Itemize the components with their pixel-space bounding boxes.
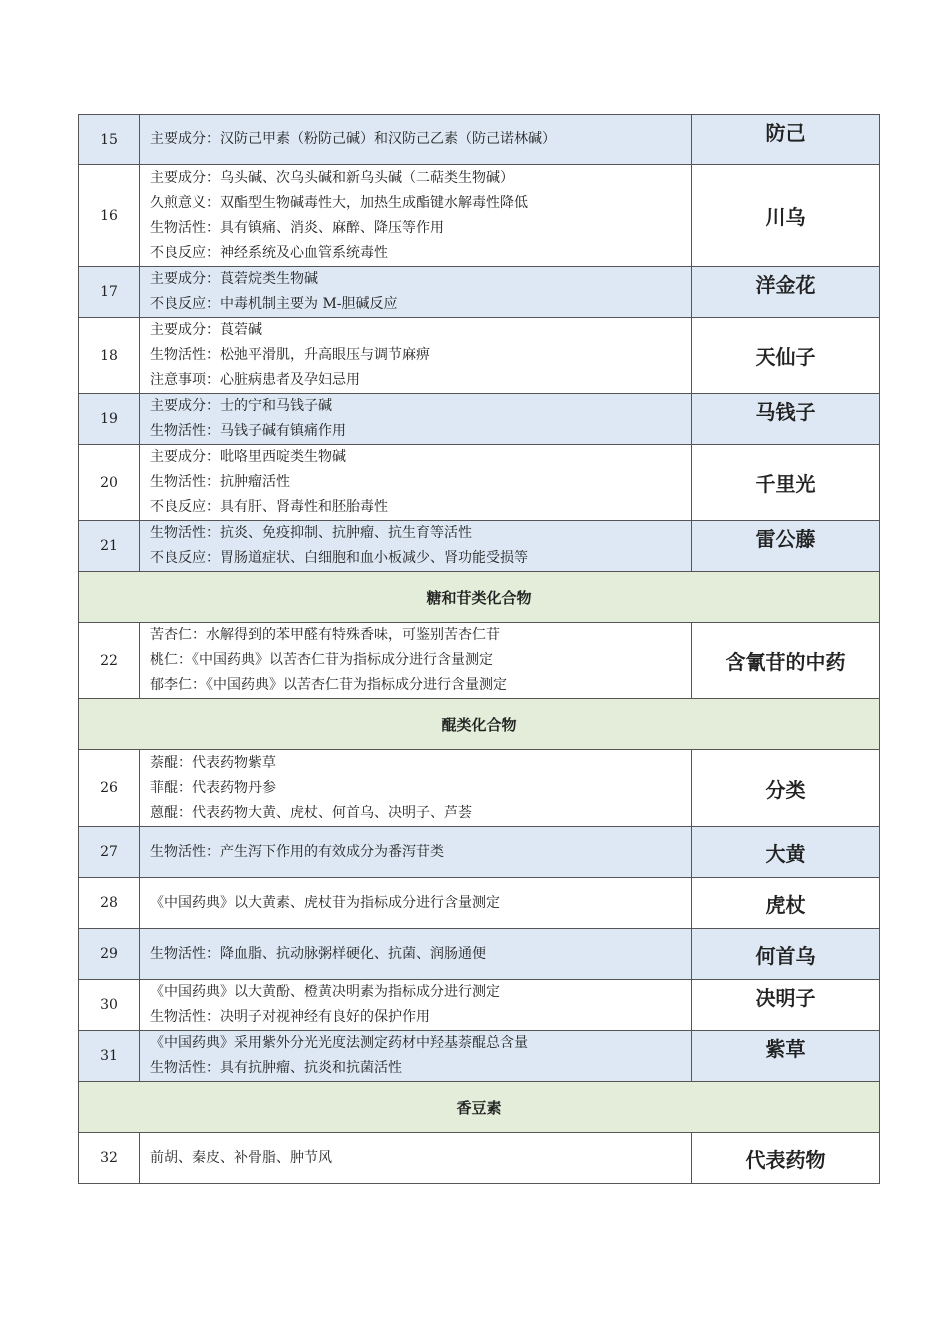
description-line: 郁李仁：《中国药典》以苦杏仁苷为指标成分进行含量测定: [150, 677, 507, 693]
description-line: 久煎意义：双酯型生物碱毒性大，加热生成酯键水解毒性降低: [150, 194, 528, 211]
row-number: 19: [79, 394, 140, 445]
description-line: 主要成分：吡咯里西啶类生物碱: [150, 449, 346, 465]
description-line: 生物活性：抗炎、免疫抑制、抗肿瘤、抗生育等活性: [150, 525, 472, 541]
row-number: 22: [79, 623, 140, 699]
row-description: [140, 1133, 692, 1184]
description-line: 主要成分：汉防己甲素（粉防己碱）和汉防己乙素（防己诺林碱）: [150, 131, 556, 147]
description-line: 生物活性：具有抗肿瘤、抗炎和抗菌活性: [150, 1060, 402, 1076]
herb-name: 大黄: [692, 827, 880, 878]
description-line: 菲醌：代表药物丹参: [150, 779, 276, 796]
description-line: 生物活性：产生泻下作用的有效成分为番泻苷类: [150, 843, 444, 860]
herb-name: 含氰苷的中药: [692, 623, 880, 699]
description-line: 苦杏仁：水解得到的苯甲醛有特殊香味，可鉴别苦杏仁苷: [150, 627, 500, 643]
row-number: 30: [79, 980, 140, 1031]
row-number: 20: [79, 445, 140, 521]
section-title: 醌类化合物: [79, 699, 880, 750]
table-row: [79, 750, 880, 827]
row-description: [140, 318, 692, 394]
table-row: [79, 827, 880, 878]
row-number: 27: [79, 827, 140, 878]
description-line: 注意事项：心脏病患者及孕妇忌用: [150, 372, 360, 388]
table-row: [79, 878, 880, 929]
herb-table: [78, 114, 880, 1184]
table-row: [79, 267, 880, 318]
herb-name: 川乌: [692, 165, 880, 267]
row-description: [140, 878, 692, 929]
section-title: 糖和苷类化合物: [79, 572, 880, 623]
description-line: 主要成分：莨菪烷类生物碱: [150, 271, 318, 287]
herb-name: 千里光: [692, 445, 880, 521]
row-number: 15: [79, 115, 140, 165]
row-number: 31: [79, 1031, 140, 1082]
description-line: 《中国药典》以大黄素、虎杖苷为指标成分进行含量测定: [150, 894, 500, 911]
row-number: 21: [79, 521, 140, 572]
herb-name: 防己: [692, 115, 880, 165]
row-description: [140, 394, 692, 445]
herb-name: 紫草: [692, 1031, 880, 1082]
description-line: 生物活性：决明子对视神经有良好的保护作用: [150, 1009, 430, 1025]
table-row: [79, 394, 880, 445]
herb-name: 何首乌: [692, 929, 880, 980]
description-line: 《中国药典》采用紫外分光光度法测定药材中羟基萘醌总含量: [150, 1035, 528, 1051]
table-row: [79, 1031, 880, 1082]
description-line: 主要成分：士的宁和马钱子碱: [150, 398, 332, 414]
table-row: [79, 1133, 880, 1184]
table-row: [79, 165, 880, 267]
row-number: 28: [79, 878, 140, 929]
row-description: [140, 827, 692, 878]
description-line: 不良反应：具有肝、肾毒性和胚胎毒性: [150, 499, 388, 515]
section-header-row: [79, 699, 880, 750]
description-line: 《中国药典》以大黄酚、橙黄决明素为指标成分进行测定: [150, 984, 500, 1000]
description-line: 不良反应：中毒机制主要为 M-胆碱反应: [150, 296, 398, 312]
row-description: [140, 980, 692, 1031]
description-line: 桃仁：《中国药典》以苦杏仁苷为指标成分进行含量测定: [150, 652, 493, 668]
row-description: [140, 521, 692, 572]
description-line: 主要成分：莨菪碱: [150, 322, 262, 338]
section-header-row: [79, 1082, 880, 1133]
row-number: 32: [79, 1133, 140, 1184]
table-row: [79, 115, 880, 165]
table-row: [79, 521, 880, 572]
table-row: [79, 623, 880, 699]
table-row: [79, 318, 880, 394]
row-description: [140, 623, 692, 699]
description-line: 生物活性：马钱子碱有镇痛作用: [150, 423, 346, 439]
description-line: 萘醌：代表药物紫草: [150, 754, 276, 771]
description-line: 生物活性：具有镇痛、消炎、麻醉、降压等作用: [150, 219, 444, 236]
row-number: 17: [79, 267, 140, 318]
herb-name: 洋金花: [692, 267, 880, 318]
description-line: 不良反应：神经系统及心血管系统毒性: [150, 244, 388, 261]
row-description: [140, 929, 692, 980]
description-line: 主要成分：乌头碱、次乌头碱和新乌头碱（二萜类生物碱）: [150, 169, 514, 186]
description-line: 不良反应：胃肠道症状、白细胞和血小板减少、肾功能受损等: [150, 550, 528, 566]
row-number: 29: [79, 929, 140, 980]
table-row: [79, 929, 880, 980]
row-description: [140, 165, 692, 267]
section-title: 香豆素: [79, 1082, 880, 1133]
section-header-row: [79, 572, 880, 623]
herb-name: 雷公藤: [692, 521, 880, 572]
herb-name: 代表药物: [692, 1133, 880, 1184]
row-description: [140, 267, 692, 318]
row-number: 26: [79, 750, 140, 827]
row-description: [140, 750, 692, 827]
herb-name: 天仙子: [692, 318, 880, 394]
row-number: 16: [79, 165, 140, 267]
row-description: [140, 115, 692, 165]
description-line: 前胡、秦皮、补骨脂、肿节风: [150, 1149, 332, 1166]
row-description: [140, 445, 692, 521]
herb-name: 决明子: [692, 980, 880, 1031]
description-line: 生物活性：松弛平滑肌，升高眼压与调节麻痹: [150, 347, 430, 363]
row-description: [140, 1031, 692, 1082]
herb-name: 分类: [692, 750, 880, 827]
description-line: 生物活性：降血脂、抗动脉粥样硬化、抗菌、润肠通便: [150, 945, 486, 962]
table-row: [79, 980, 880, 1031]
row-number: 18: [79, 318, 140, 394]
description-line: 生物活性：抗肿瘤活性: [150, 474, 290, 490]
herb-name: 马钱子: [692, 394, 880, 445]
herb-name: 虎杖: [692, 878, 880, 929]
description-line: 蒽醌：代表药物大黄、虎杖、何首乌、决明子、芦荟: [150, 804, 472, 821]
table-row: [79, 445, 880, 521]
